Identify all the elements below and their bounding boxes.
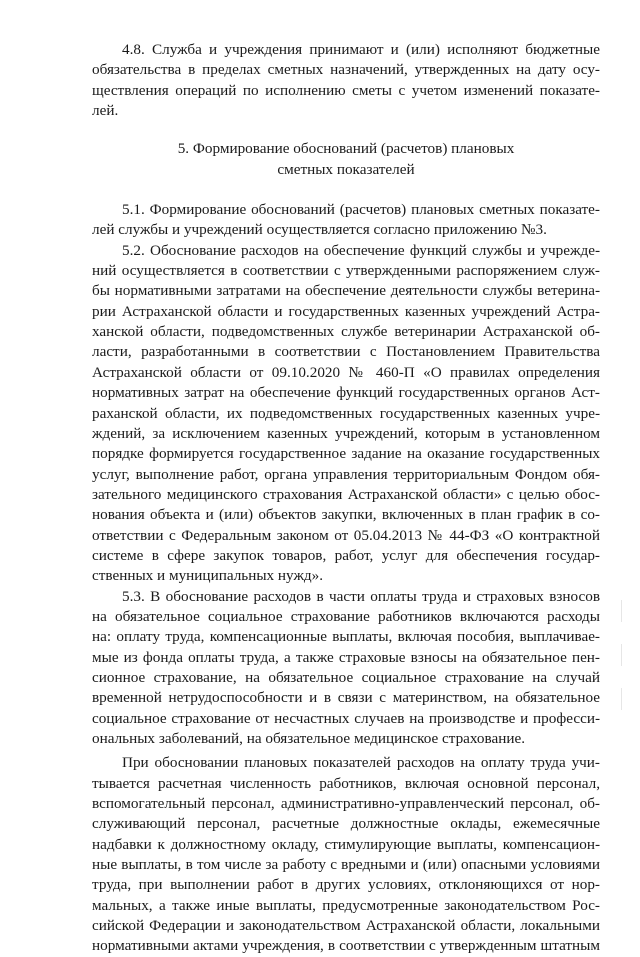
paragraph-salary [92, 753, 600, 956]
text-line: системе в сфере закупок товаров, работ, услуг для обеспечения государ- [92, 546, 600, 564]
text-line: лей. [92, 102, 119, 120]
text-line: зательного медицинского страхования Астраханской области» с целью обос- [92, 485, 600, 503]
text-line: ществления операций по исполнению сметы с учетом изменений показате- [92, 81, 600, 99]
paragraph-5-1 [92, 200, 600, 241]
text-line: 4.8. Служба и учреждения принимают и (или) исполняют бюджетные [122, 41, 600, 58]
text-line: труда, при выполнении работ в других условиях, отклоняющихся от нор- [92, 876, 600, 894]
text-line: ответствии с Федеральным законом от 05.04.2013 № 44-ФЗ «О контрактной [92, 526, 600, 544]
text-line: мальных, а также иные выплаты, предусмотренные законодательством Рос- [92, 896, 600, 914]
text-line: бы нормативными затратами на обеспечение деятельности службы ветерина- [92, 282, 600, 300]
text-line: При обосновании плановых показателей расходов на оплату труда учи- [122, 754, 600, 772]
text-line: рии Астраханской области и государственных казенных учреждений Астра- [92, 302, 600, 320]
text-line: Астраханской области от 09.10.2020 № 460-П «О правилах определения [92, 363, 600, 381]
text-line: нормативных затрат на обеспечение функций государственных органов Аст- [92, 384, 600, 402]
section-5-heading [92, 139, 600, 180]
text-line: сионное страхование, на обязательное социальное страхование на случай [92, 668, 600, 686]
text-line: служивающий персонал, расчетные должностные оклады, ежемесячные [92, 815, 600, 833]
text-line: ласти, разработанными в соответствии с Постановлением Правительства [92, 343, 600, 361]
text-line: 5.2. Обоснование расходов на обеспечение функций службы и учрежде- [122, 241, 600, 259]
paragraph-5-3 [92, 587, 600, 750]
heading-line: сметных показателей [277, 160, 415, 178]
text-line: ханской области, подведомственных службе ветеринарии Астраханской об- [92, 323, 600, 341]
text-line: услуг, выполнение работ, органа управления территориальным Фондом обя- [92, 465, 600, 483]
text-line: социальное страхование от несчастных случаев на производстве и професси- [92, 709, 600, 727]
text-line: 5.3. В обоснование расходов в части оплаты труда и страховых взносов [122, 587, 600, 605]
text-line: мые из фонда оплаты труда, а также страховые взносы на обязательное пен- [92, 648, 600, 666]
text-line: лей службы и учреждений осуществляется согласно приложению №3. [92, 221, 547, 239]
text-line: надбавки к должностному окладу, стимулирующие выплаты, компенсацион- [92, 835, 600, 853]
text-line: ждений, за исключением казенных учреждений, которым в установленном [92, 424, 600, 442]
text-line: временной нетрудоспособности и в связи с материнством, на обязательное [92, 689, 600, 707]
section-4-8-paragraph [92, 40, 600, 121]
text-line: вспомогательный персонал, административно-управленческий персонал, об- [92, 795, 600, 813]
text-line: тывается расчетная численность работников, включая основной персонал, [92, 774, 600, 792]
text-line: нормативными актами учреждения, в соответствии с утвержденным штатным [92, 937, 600, 955]
text-line: нования объекта и (или) объектов закупки, включенных в план график в со- [92, 506, 600, 524]
text-line: на: оплату труда, компенсационные выплаты, включая пособия, выплачивае- [92, 628, 600, 646]
paragraph-5-2 [92, 241, 600, 587]
text-line: обязательства в пределах сметных назначений, утвержденных на дату осу- [92, 61, 600, 79]
text-line: ственных и муниципальных нужд». [92, 567, 324, 585]
text-line: ные выплаты, в том числе за работу с вредными и (или) опасными условиями [92, 856, 600, 874]
document-page [92, 40, 600, 957]
text-line: ний осуществляется в соответствии с утвержденными распоряжением служ- [92, 262, 600, 280]
text-line: порядке формируется государственное задание на оказание государственных [92, 445, 600, 463]
text-line: 5.1. Формирование обоснований (расчетов) плановых сметных показате- [122, 201, 600, 219]
scan-margin-mark [621, 600, 622, 710]
text-line: сийской Федерации и законодательством Астраханской области, локальными [92, 917, 600, 935]
text-line: раханской области, их подведомственных государственных казенных учре- [92, 404, 600, 422]
text-line: на обязательное социальное страхование работников включаются расходы [92, 607, 600, 625]
heading-line: 5. Формирование обоснований (расчетов) плановых [177, 140, 515, 158]
text-line: ональных заболеваний, на обязательное медицинское страхование. [92, 730, 526, 747]
